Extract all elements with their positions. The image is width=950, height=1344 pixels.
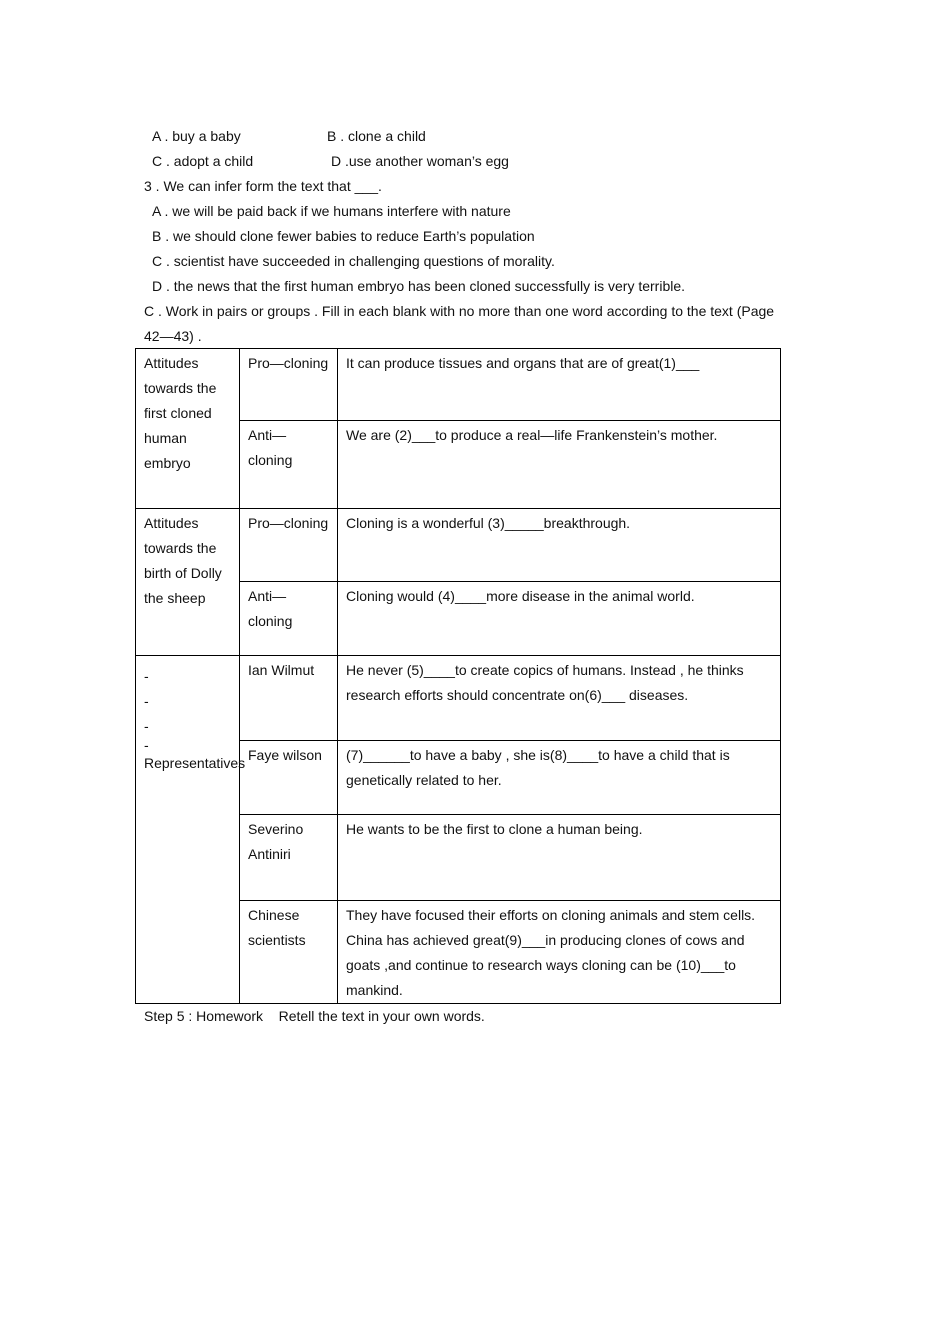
statement-cell: He never (5)____to create copics of humans. Instead , he thinks research efforts should concentrate on(6)___ diseases.	[338, 656, 781, 741]
q3-option-d: D . the news that the first human embryo has been cloned successfully is very terrible.	[152, 278, 686, 294]
dash-mark: -	[144, 693, 149, 709]
dash-mark: -	[144, 737, 149, 753]
person-name: Severino Antiniri	[240, 815, 338, 901]
q3-option-b: B . we should clone fewer babies to reduce Earth’s population	[152, 228, 535, 244]
q2-option-d: D .use another woman’s egg	[331, 153, 509, 169]
q3-stem: 3 . We can infer form the text that ___.	[144, 178, 382, 194]
statement-cell: He wants to be the first to clone a human being.	[338, 815, 781, 901]
person-name: Faye wilson	[240, 741, 338, 815]
person-name: Ian Wilmut	[240, 656, 338, 741]
q3-option-a: A . we will be paid back if we humans interfere with nature	[152, 203, 511, 219]
stance-label: Pro—cloning	[240, 349, 338, 421]
representatives-label: Representatives	[144, 755, 246, 771]
stance-label: Anti—cloning	[240, 582, 338, 656]
q3-option-c: C . scientist have succeeded in challenging questions of morality.	[152, 253, 555, 269]
person-name: Chinese scientists	[240, 901, 338, 1004]
statement-cell: Cloning would (4)____more disease in the animal world.	[338, 582, 781, 656]
q2-option-b: B . clone a child	[327, 128, 426, 144]
stance-label: Anti—cloning	[240, 421, 338, 509]
stance-label: Pro—cloning	[240, 509, 338, 582]
homework-line: Step 5 : Homework Retell the text in your own words.	[144, 1008, 485, 1024]
statement-cell: (7)______to have a baby , she is(8)____to have a child that is genetically related to her.	[338, 741, 781, 815]
group-label-embryo: Attitudes towards the first cloned human embryo	[136, 349, 240, 509]
fill-in-table	[135, 348, 781, 1004]
section-c-pages: 42—43) .	[144, 328, 202, 344]
q2-option-a: A . buy a baby	[152, 128, 241, 144]
section-c-instruction: C . Work in pairs or groups . Fill in each blank with no more than one word according to the text (Page	[144, 303, 775, 319]
statement-cell: It can produce tissues and organs that are of great(1)___	[338, 349, 781, 421]
group-label-dolly: Attitudes towards the birth of Dolly the sheep	[136, 509, 240, 656]
statement-cell: Cloning is a wonderful (3)_____breakthrough.	[338, 509, 781, 582]
statement-cell: They have focused their efforts on cloning animals and stem cells. China has achieved great(9)___in producing clones of cows and goats ,and continue to research ways cloning can be (10)___to mankind.	[338, 901, 781, 1004]
dash-mark: -	[144, 668, 149, 684]
q2-option-c: C . adopt a child	[152, 153, 254, 169]
dash-mark: -	[144, 718, 149, 734]
statement-cell: We are (2)___to produce a real—life Frankenstein’s mother.	[338, 421, 781, 509]
group-label-representatives	[136, 656, 246, 1004]
